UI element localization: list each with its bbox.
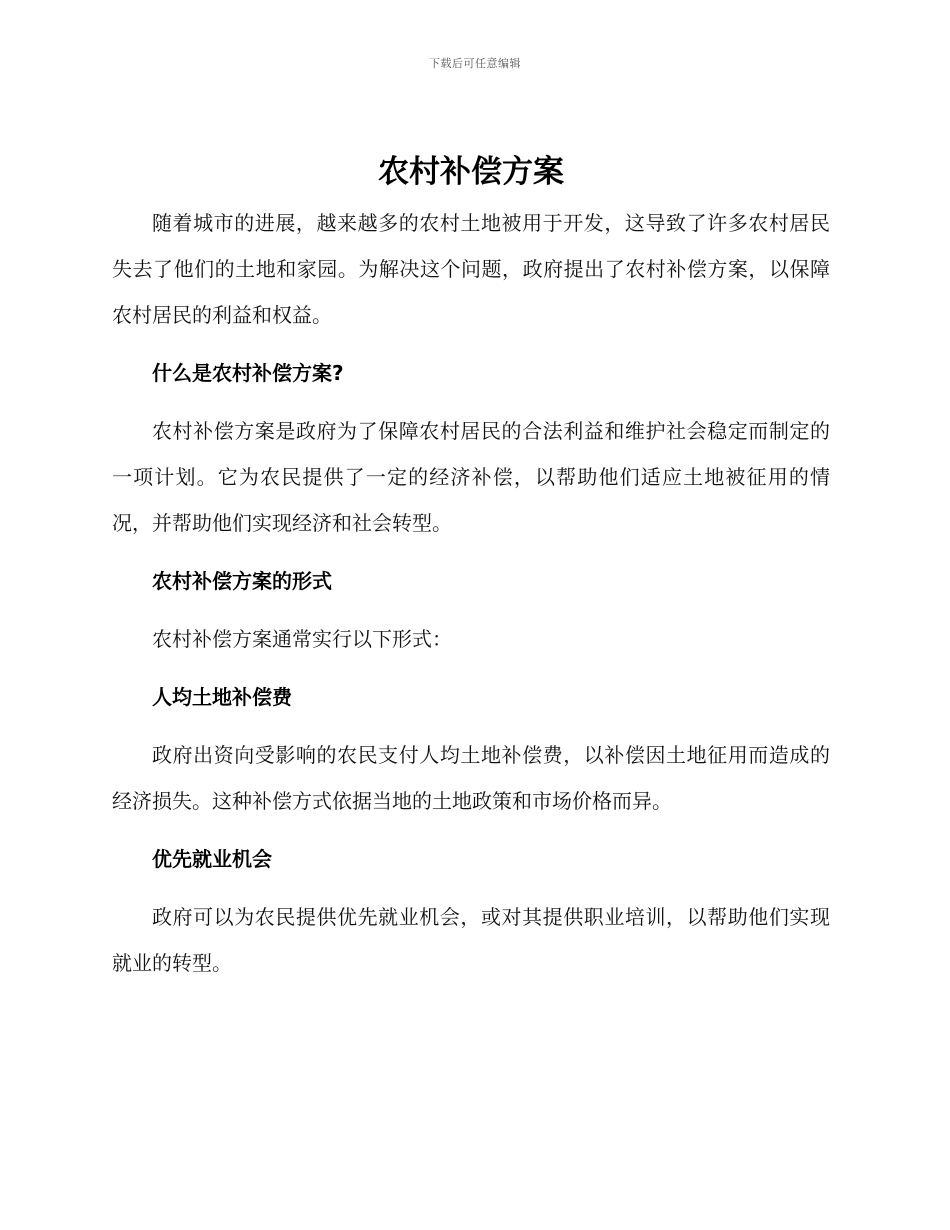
header-note: 下载后可任意编辑 [429,57,521,70]
intro-paragraph: 随着城市的进展，越来越多的农村土地被用于开发，这导致了许多农村居民失去了他们的土地和家园。为解决这个问题，政府提出了农村补偿方案，以保障农村居民的利益和权益。 [112,211,830,327]
section-body-forms: 农村补偿方案通常实行以下形式： [152,627,452,651]
document-body [112,148,830,998]
document-title: 农村补偿方案 [378,154,564,190]
section-heading-employment: 优先就业机会 [152,847,272,871]
section-heading-land-compensation: 人均土地补偿费 [152,685,292,709]
section-heading-what-is: 什么是农村补偿方案? [152,361,344,385]
section-body-employment: 政府可以为农民提供优先就业机会，或对其提供职业培训，以帮助他们实现就业的转型。 [112,905,830,975]
section-body-land-compensation: 政府出资向受影响的农民支付人均土地补偿费，以补偿因土地征用而造成的经济损失。这种补偿方式依据当地的土地政策和市场价格而异。 [112,743,830,813]
section-heading-forms: 农村补偿方案的形式 [152,569,332,593]
section-body-what-is: 农村补偿方案是政府为了保障农村居民的合法利益和维护社会稳定而制定的一项计划。它为农民提供了一定的经济补偿，以帮助他们适应土地被征用的情况，并帮助他们实现经济和社会转型。 [112,419,830,535]
